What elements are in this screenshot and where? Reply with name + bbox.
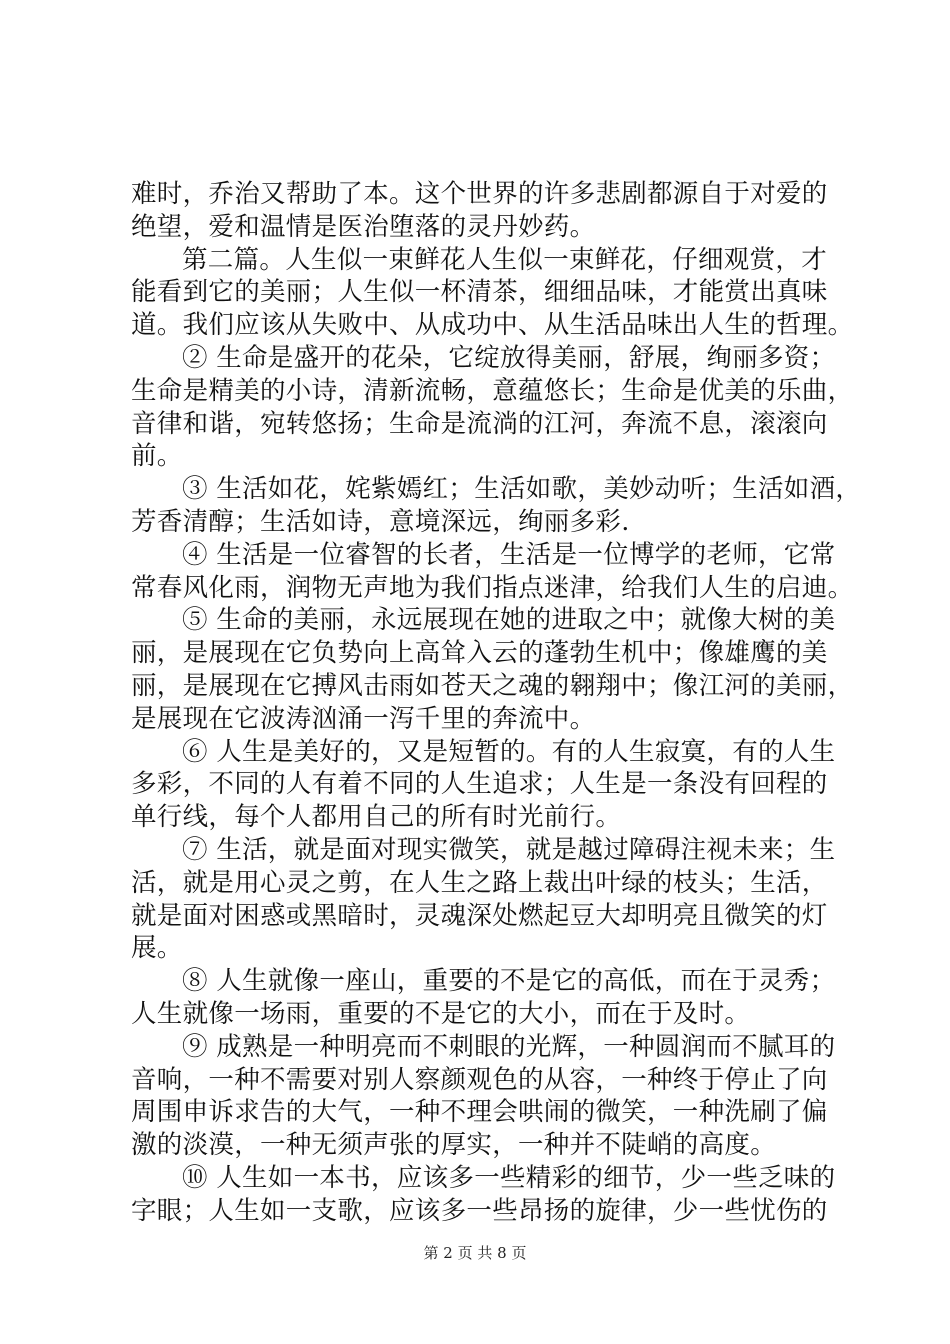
- text-line: 展。: [131, 933, 183, 964]
- text-line: 丽，是展现在它搏风击雨如苍天之魂的翱翔中；像江河的美丽，: [131, 670, 854, 701]
- text-line: 丽，是展现在它负势向上高耸入云的蓬勃生机中；像雄鹰的美: [131, 638, 828, 669]
- document-body: [131, 178, 862, 1228]
- text-line: 音响，一种不需要对别人察颜观色的从容，一种终于停止了向: [131, 1064, 828, 1095]
- text-line: ⑩ 人生如一本书，应该多一些精彩的细节，少一些乏味的: [182, 1162, 836, 1193]
- text-line: 能看到它的美丽；人生似一杯清茶，细细品味，才能赏出真味: [131, 277, 828, 308]
- text-line: 字眼；人生如一支歌，应该多一些昂扬的旋律，少一些忧伤的: [131, 1195, 828, 1226]
- text-line: 周围申诉求告的大气，一种不理会哄闹的微笑，一种洗刷了偏: [131, 1097, 828, 1128]
- text-line: ⑤ 生命的美丽，永远展现在她的进取之中；就像大树的美: [182, 605, 836, 636]
- text-line: 生命是精美的小诗，清新流畅，意蕴悠长；生命是优美的乐曲，: [131, 375, 854, 406]
- text-line: ⑦ 生活，就是面对现实微笑，就是越过障碍注视未来；生: [182, 834, 836, 865]
- text-line: 活，就是用心灵之剪，在人生之路上裁出叶绿的枝头；生活，: [131, 867, 828, 898]
- text-line: 激的淡漠，一种无须声张的厚实，一种并不陡峭的高度。: [131, 1130, 777, 1161]
- text-line: 道。我们应该从失败中、从成功中、从生活品味出人生的哲理。: [131, 310, 854, 341]
- text-line: 难时，乔治又帮助了本。这个世界的许多悲剧都源自于对爱的: [131, 179, 828, 209]
- text-line: 单行线，每个人都用自己的所有时光前行。: [131, 802, 622, 833]
- text-line: 多彩，不同的人有着不同的人生追求；人生是一条没有回程的: [131, 769, 828, 800]
- text-line: 人生就像一场雨，重要的不是它的大小，而在于及时。: [131, 998, 751, 1029]
- text-line: 就是面对困惑或黑暗时，灵魂深处燃起豆大却明亮且微笑的灯: [131, 900, 828, 931]
- text-line: ② 生命是盛开的花朵，它绽放得美丽，舒展，绚丽多资；: [182, 342, 836, 373]
- text-line: ⑨ 成熟是一种明亮而不刺眼的光辉，一种圆润而不腻耳的: [182, 1031, 836, 1062]
- text-line: ③ 生活如花，姹紫嫣红；生活如歌，美妙动听；生活如酒，: [182, 474, 862, 505]
- text-line: ⑧ 人生就像一座山，重要的不是它的高低，而在于灵秀；: [182, 966, 836, 997]
- text-line: 第二篇。人生似一束鲜花人生似一束鲜花，仔细观赏，才: [182, 244, 828, 275]
- text-line: 音律和谐，宛转悠扬；生命是流淌的江河，奔流不息，滚滚向: [131, 408, 828, 439]
- text-line: ④ 生活是一位睿智的长者，生活是一位博学的老师，它常: [182, 539, 836, 570]
- text-line: 绝望，爱和温情是医治堕落的灵丹妙药。: [131, 211, 596, 242]
- text-line: 常春风化雨，润物无声地为我们指点迷津，给我们人生的启迪。: [131, 572, 854, 603]
- text-line: ⑥ 人生是美好的，又是短暂的。有的人生寂寞，有的人生: [182, 736, 836, 767]
- text-line: 前。: [131, 441, 183, 472]
- text-line: 芳香清醇；生活如诗，意境深远，绚丽多彩.: [131, 506, 630, 537]
- text-line: 是展现在它波涛汹涌一泻千里的奔流中。: [131, 703, 596, 734]
- page-number-footer: 第 2 页 共 8 页: [423, 1244, 527, 1262]
